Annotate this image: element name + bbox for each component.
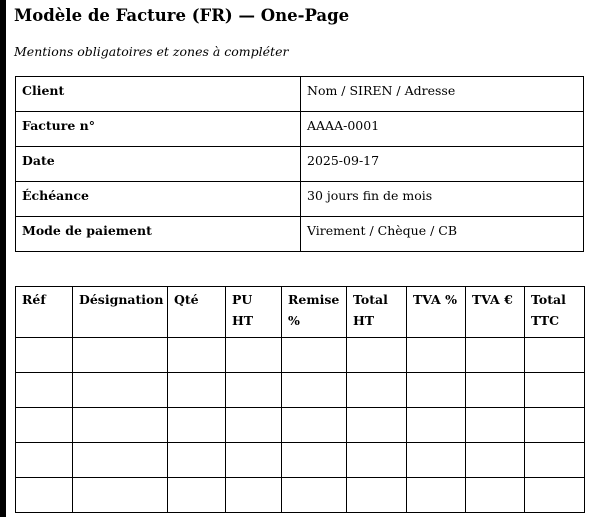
table-cell[interactable] (407, 443, 466, 478)
invoice-info-table (15, 76, 584, 252)
table-cell[interactable] (407, 373, 466, 408)
info-value[interactable]: 30 jours fin de mois (301, 182, 584, 217)
info-row-date (16, 147, 584, 182)
info-value[interactable]: Virement / Chèque / CB (301, 217, 584, 252)
table-cell[interactable] (16, 478, 73, 513)
items-header-row (16, 287, 585, 338)
table-cell[interactable] (407, 408, 466, 443)
page-title: Modèle de Facture (FR) — One-Page (14, 6, 350, 25)
table-cell[interactable] (347, 338, 407, 373)
column-header-designation: Désignation (73, 287, 168, 338)
table-cell[interactable] (168, 373, 226, 408)
table-cell[interactable] (525, 478, 585, 513)
info-row-payment-method (16, 217, 584, 252)
table-row (16, 338, 585, 373)
info-value[interactable]: AAAA-0001 (301, 112, 584, 147)
info-label: Client (16, 77, 301, 112)
table-cell[interactable] (466, 408, 525, 443)
info-label: Facture n° (16, 112, 301, 147)
info-row-due-date (16, 182, 584, 217)
table-cell[interactable] (73, 338, 168, 373)
table-row (16, 478, 585, 513)
column-header-total-ht: Total HT (347, 287, 407, 338)
table-cell[interactable] (16, 373, 73, 408)
table-cell[interactable] (525, 373, 585, 408)
info-label: Échéance (16, 182, 301, 217)
table-cell[interactable] (347, 408, 407, 443)
left-margin-bar (0, 0, 6, 517)
table-cell[interactable] (347, 373, 407, 408)
table-cell[interactable] (282, 338, 347, 373)
table-row (16, 373, 585, 408)
table-cell[interactable] (282, 478, 347, 513)
table-cell[interactable] (226, 338, 282, 373)
column-header-total-ttc: Total TTC (525, 287, 585, 338)
table-cell[interactable] (282, 373, 347, 408)
table-cell[interactable] (466, 373, 525, 408)
table-cell[interactable] (525, 408, 585, 443)
info-row-invoice-number (16, 112, 584, 147)
table-cell[interactable] (168, 338, 226, 373)
info-row-client (16, 77, 584, 112)
info-value[interactable]: 2025-09-17 (301, 147, 584, 182)
table-cell[interactable] (407, 478, 466, 513)
table-cell[interactable] (525, 443, 585, 478)
table-cell[interactable] (16, 338, 73, 373)
table-cell[interactable] (466, 478, 525, 513)
table-cell[interactable] (226, 408, 282, 443)
column-header-vat-rate: TVA % (407, 287, 466, 338)
table-cell[interactable] (347, 478, 407, 513)
table-cell[interactable] (226, 478, 282, 513)
table-row (16, 443, 585, 478)
info-label: Mode de paiement (16, 217, 301, 252)
table-cell[interactable] (168, 408, 226, 443)
table-row (16, 408, 585, 443)
column-header-ref: Réf (16, 287, 73, 338)
column-header-vat-amount: TVA € (466, 287, 525, 338)
table-cell[interactable] (16, 408, 73, 443)
table-cell[interactable] (73, 443, 168, 478)
table-cell[interactable] (466, 338, 525, 373)
table-cell[interactable] (73, 478, 168, 513)
info-label: Date (16, 147, 301, 182)
page-subtitle: Mentions obligatoires et zones à compléter (14, 44, 289, 59)
table-cell[interactable] (282, 408, 347, 443)
table-cell[interactable] (226, 443, 282, 478)
table-cell[interactable] (525, 338, 585, 373)
table-cell[interactable] (347, 443, 407, 478)
table-cell[interactable] (168, 443, 226, 478)
table-cell[interactable] (466, 443, 525, 478)
table-cell[interactable] (226, 373, 282, 408)
table-cell[interactable] (73, 408, 168, 443)
column-header-discount: Remise % (282, 287, 347, 338)
table-cell[interactable] (168, 478, 226, 513)
invoice-items-table (15, 286, 585, 513)
column-header-unit-price: PU HT (226, 287, 282, 338)
table-cell[interactable] (73, 373, 168, 408)
table-cell[interactable] (282, 443, 347, 478)
table-cell[interactable] (16, 443, 73, 478)
info-value[interactable]: Nom / SIREN / Adresse (301, 77, 584, 112)
table-cell[interactable] (407, 338, 466, 373)
column-header-quantity: Qté (168, 287, 226, 338)
